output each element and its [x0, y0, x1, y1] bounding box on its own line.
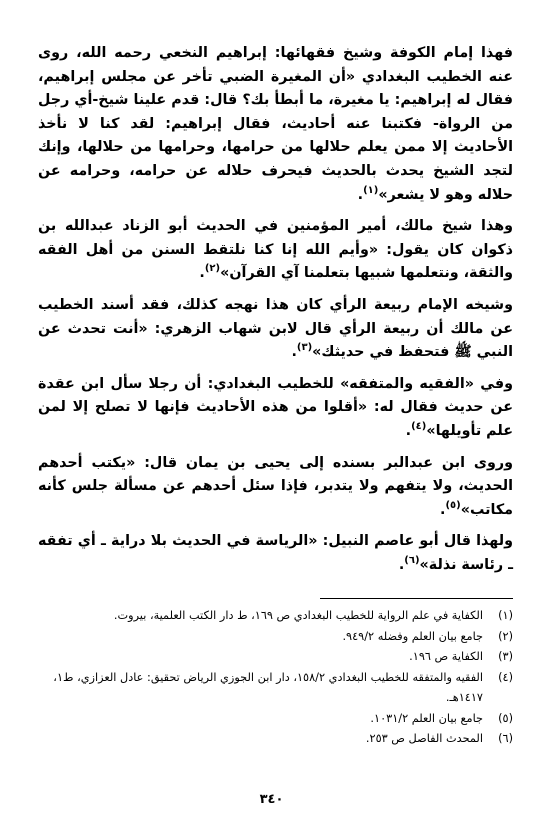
footnote-ref: (٤)	[411, 421, 427, 433]
footnote-ref: (٣)	[296, 342, 313, 354]
footnote-text: الفقيه والمتفقه للخطيب البغدادي ١٥٨/٢، دار ابن الجوزي الرياض تحقيق: عادل العزازي، ط١، ١٤١٧هـ.	[53, 670, 483, 704]
paragraph-6: ولهذا قال أبو عاصم النبيل: «الرياسة في الحديث بلا دراية ـ أي تفقه ـ رئاسة نذلة»$^{(٦)}$.	[38, 533, 513, 573]
paragraph-5: وروى ابن عبدالبر بسنده إلى يحيى بن يمان قال: «يكتب أحدهم الحديث، ولا يتفهم ولا يتدبر، فإذا سئل أحدهم عن مسألة جلس كأنه مكاتب»$^{(٥)}$.	[38, 454, 513, 518]
footnote-number: (٢)	[498, 629, 513, 643]
paragraph-text: وروى ابن عبدالبر بسنده إلى يحيى بن يمان قال: «يكتب أحدهم الحديث، ولا يتفهم ولا يتدبر، فإذا سئل أحدهم عن مسألة جلس كأنه مكاتب»	[38, 454, 513, 518]
footnote-6	[38, 729, 513, 750]
footnote-text: المحدث الفاصل ص ٢٥٣.	[365, 732, 483, 745]
footnote-number: (٣)	[498, 650, 513, 663]
footnote-number: (٥)	[498, 711, 513, 725]
paragraph-1: فهذا إمام الكوفة وشيخ فقهائها: إبراهيم النخعي رحمه الله، روى عنه الخطيب البغدادي «أن المغيرة الضبي تأخر عن مجلس إبراهيم، فقال له إبراهيم: يا مغيرة، ما أبطأ بك؟ قال: قدم علينا شيخ-أي رجل من الرواة- فكتبنا عنه أحاديث، فقال إبراهيم: لقد كنا لا نأخذ الأحاديث إلا ممن يعلم حلالها من حرامها، وحرامها من حلالها، وإنك لتجد الشيخ يحدث بالحديث فيحرف حلاله عن حرامه، وحرامه عن حلاله وهو لا يشعر»$^{(١)}$.	[38, 45, 513, 203]
footnote-separator	[320, 598, 513, 599]
footnote-ref: (٦)	[404, 555, 420, 567]
footnote-ref: (٢)	[204, 263, 221, 275]
paragraph-text: وفي «الفقيه والمتفقه» للخطيب البغدادي: أن رجلا سأل ابن عقدة عن حديث فقال له: «أقلوا من هذه الأحاديث فإنها لا تصلح إلا لمن علم تأويلها»	[38, 375, 513, 439]
paragraph-text: ولهذا قال أبو عاصم النبيل: «الرياسة في الحديث بلا دراية ـ أي تفقه ـ رئاسة نذلة»	[38, 533, 513, 573]
footnote-number: (٦)	[498, 732, 513, 745]
footnote-3	[38, 647, 513, 668]
paragraph-3: وشيخه الإمام ربيعة الرأي كان هذا نهجه كذلك، فقد أسند الخطيب عن مالك أن ربيعة الرأي قال لابن شهاب الزهري: «أنت تحدث عن النبي ﷺ فتحفظ في حديثك»$^{(٣)}$.	[38, 296, 513, 361]
footnote-number: (٤)	[498, 670, 513, 684]
footnote-text: الكفاية ص ١٩٦.	[409, 650, 483, 663]
paragraph-4: وفي «الفقيه والمتفقه» للخطيب البغدادي: أن رجلا سأل ابن عقدة عن حديث فقال له: «أقلوا من هذه الأحاديث فإنها لا تصلح إلا لمن علم تأويلها»$^{(٤)}$.	[38, 375, 513, 439]
footnote-2	[38, 627, 513, 648]
paragraph-text: فهذا إمام الكوفة وشيخ فقهائها: إبراهيم النخعي رحمه الله، روى عنه الخطيب البغدادي «أن المغيرة الضبي تأخر عن مجلس إبراهيم، فقال له إبراهيم: يا مغيرة، ما أبطأ بك؟ قال: قدم علينا شيخ-أي رجل من الرواة- فكتبنا عنه أحاديث، فقال إبراهيم: لقد كنا لا نأخذ الأحاديث إلا ممن يعلم حلالها من حرامها، وحرامها من حلالها، وإنك لتجد الشيخ يحدث بالحديث فيحرف حلاله عن حرامه، وحرامه عن حلاله وهو لا يشعر»	[38, 45, 513, 203]
footnote-text: الكفاية في علم الرواية للخطيب البغدادي ص ١٦٩، ط دار الكتب العلمية، بيروت.	[113, 609, 483, 622]
footnote-ref: (٥)	[445, 499, 461, 511]
footnote-number: (١)	[498, 609, 513, 622]
footnote-text: جامع بيان العلم ١٠٣١/٢.	[370, 711, 483, 725]
footnote-5	[38, 709, 513, 730]
footnotes	[38, 606, 513, 750]
page-number: ٣٤٠	[259, 792, 284, 807]
paragraph-text: وشيخه الإمام ربيعة الرأي كان هذا نهجه كذلك، فقد أسند الخطيب عن مالك أن ربيعة الرأي قال لابن شهاب الزهري: «أنت تحدث عن النبي ﷺ فتحفظ في حديثك»	[38, 296, 513, 361]
main-text	[38, 42, 513, 585]
footnote-text: جامع بيان العلم وفضله ٩٤٩/٢.	[342, 629, 483, 643]
footnote-4	[38, 668, 513, 709]
footnote-1	[38, 606, 513, 627]
paragraph-text: وهذا شيخ مالك، أمير المؤمنين في الحديث أبو الزناد عبدالله بن ذكوان كان يقول: «وأيم الله إنا كنا نلتقط السنن من أهل الفقه والثقة، ونتعلمها شبيها بتعلمنا آي القرآن»	[38, 218, 513, 282]
footnote-ref: (١)	[363, 184, 379, 196]
paragraph-2: وهذا شيخ مالك، أمير المؤمنين في الحديث أبو الزناد عبدالله بن ذكوان كان يقول: «وأيم الله إنا كنا نلتقط السنن من أهل الفقه والثقة، ونتعلمها شبيها بتعلمنا آي القرآن»$^{(٢)}$.	[38, 218, 513, 282]
